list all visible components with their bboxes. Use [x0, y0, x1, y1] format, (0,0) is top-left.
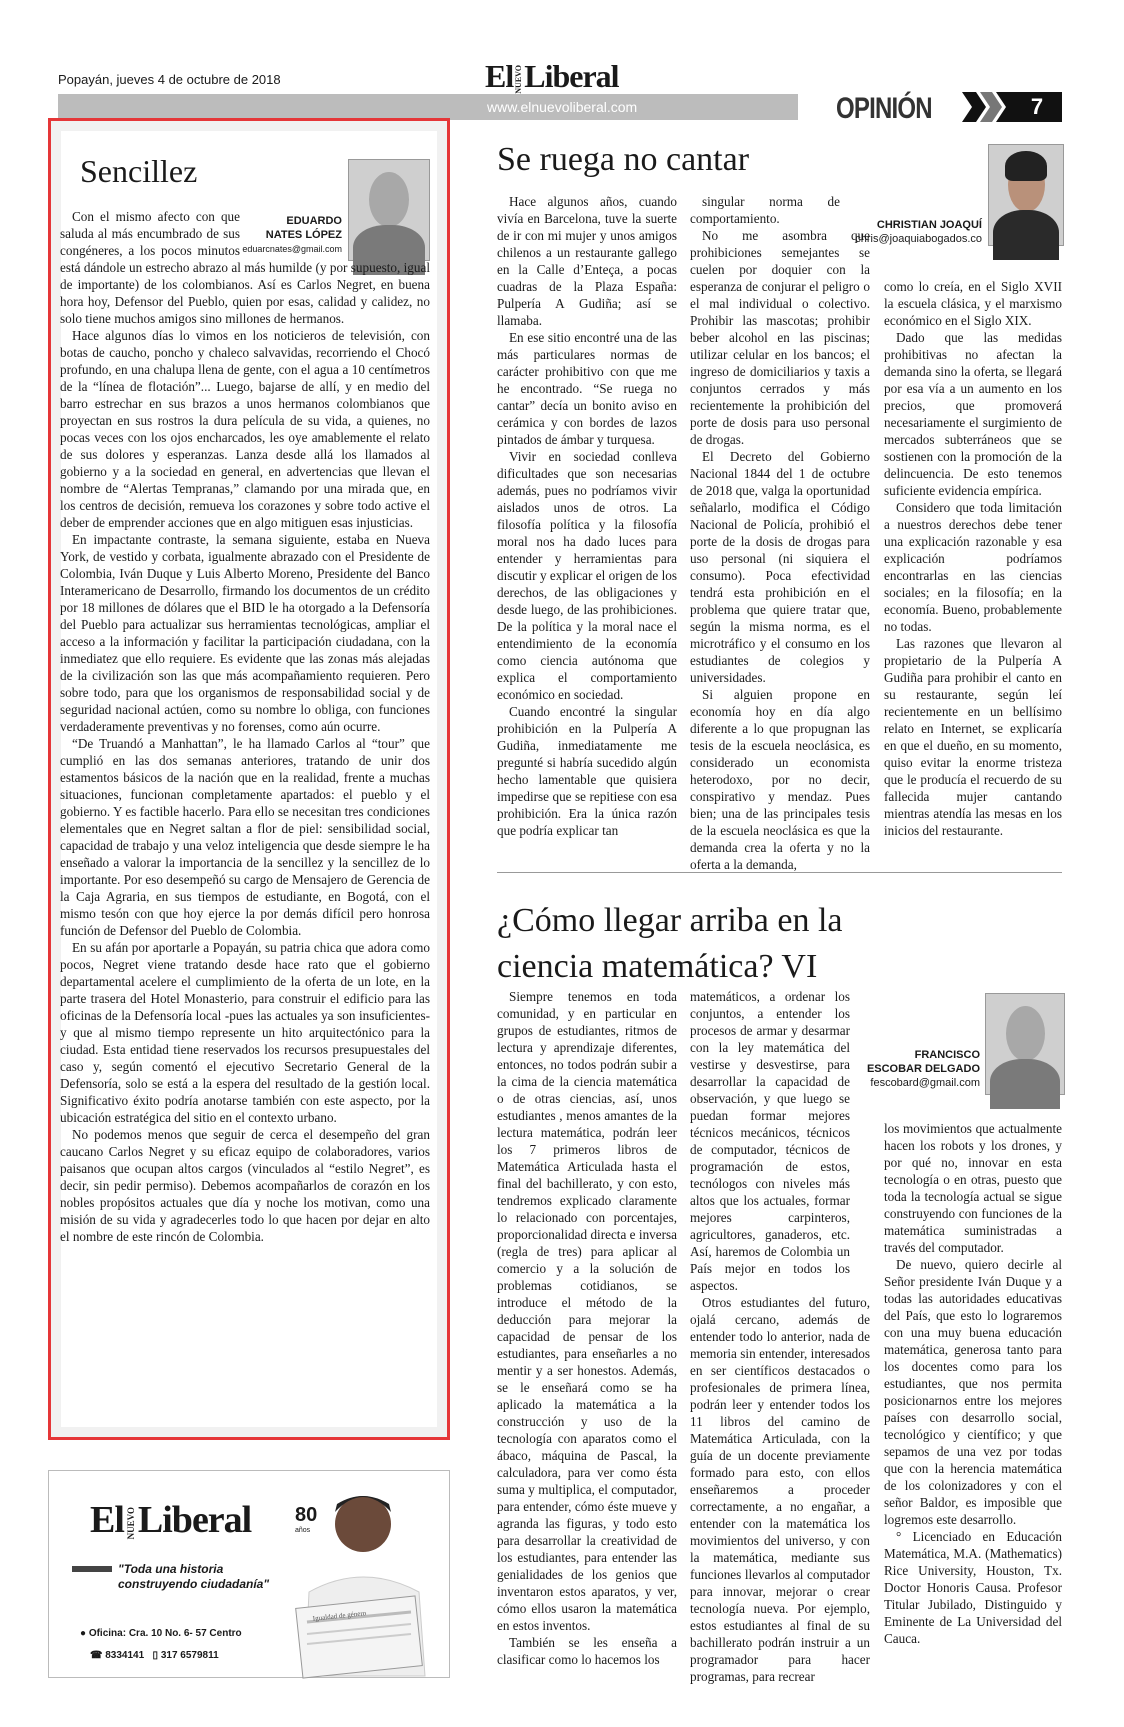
phone-icon: ☎ — [90, 1650, 103, 1661]
paragraph: Otros estudiantes del futuro, ojalá cercano, además de entender todo lo anterior, nada de memoria sin entender, interesados en ser científicos destacados o profesionales de primera línea, podrán leer y entender todos los 11 libros del camino de Matemática Articulada, con la guía de un docente previamente formado para esto, con ellos enseñaremos a proceder correctamente, a no engañar, a entender con la matemática los movimientos del universo, y con la matemática, mediante sus funciones llevarlos al computador para innovar, mejorar o crear tecnología nueva. Por ejemplo, estos estudiantes al final de su bachillerato podrán instruir a un programador para hacer programas, para recrear — [690, 1295, 870, 1684]
article-column — [690, 988, 870, 1684]
paragraph: Con el mismo afecto con que saluda al más encumbrado de sus congéneres, a los pocos minutos está dándole un estrecho abrazo al más humilde (y por supuesto, igual de importante) de los colombianos. Así es Carlos Negret, en buena hora hoy, Defensor del Pueblo, quien por esas, calidad y calidez, no solo tiene muchos amigos sino millones de hermanos. — [60, 209, 430, 326]
paragraph: como lo creía, en el Siglo XVII la escuela clásica, y el marxismo económico en el Siglo XIX. — [884, 279, 1062, 328]
quote-bar — [72, 1566, 112, 1572]
article-column — [497, 193, 677, 853]
mobile-icon: ▯ — [152, 1650, 159, 1661]
paragraph: Cuando encontré la singular prohibición en la Pulpería A Gudiña, inmediatamente me pregunté si habría sucedido algún hecho lamentable que quisiera impedirse que se repitiese con esa prohibición. Era la única razón que podría explicar tan — [497, 704, 677, 838]
article-title-se-ruega: Se ruega no cantar — [497, 141, 750, 178]
author-email[interactable]: chris@joaquiabogados.co — [855, 233, 982, 245]
paragraph: Siempre tenemos en toda comunidad, y en particular en grupos de estudiantes, ritmos de lectura y aprendizaje diferentes, entonces, no todos podrán subir a la cima de la ciencia matemática o de otras ciencias, así, unos estudiantes , menos amantes de la lectura matemática, podrán leer los 7 primeros libros de Matemática Articulada hasta el final del bachillerato, y con esto, tendremos explicado claramente lo relacionado con porcentajes, proporcionalidad directa e inversa (regla de tres) para aplicar al comercio y a la solución de problemas cotidianos, se introduce el método de la deducción para mejorar la capacidad de pensar de los estudiantes, para enseñarles a no mentir y a ser honestos. Además, se le enseñará como se ha aplicado la matemática a la construcción y uso de la tecnología con aparatos como el ábaco, máquina de Pascal, la calculadora, para ver como ésta suma y multiplica, el computador, para entender, cómo éste mueve y agranda las figuras, y todo esto para desarrollar la creatividad de los estudiantes, para entender las genialidades de los genios que inventaron estos aparatos, y ver, cómo ellos usaron la matemática en estos inventos. — [497, 989, 677, 1633]
newspaper-headline: Igualdad de género — [312, 1609, 367, 1623]
paragraph: Hace algunos años, cuando vivía en Barcelona, tuve la suerte de ir con mi mujer y unos amigos chilenos a un restaurante gallego en la Calle d’Enteça, a pocas cuadras de la Plaza España: Pulpería A Gudiña; así se llamaba. — [497, 194, 677, 328]
anniversary-number: 80 — [295, 1504, 318, 1526]
author-name: CHRISTIAN JOAQUÍ — [876, 219, 982, 231]
article-body-sencillez — [60, 208, 430, 1433]
logo-nuevo: NUEVO — [125, 1507, 136, 1540]
ad-phones — [90, 1650, 219, 1661]
ad-logo — [90, 1498, 251, 1542]
paragraph: En impactante contraste, la semana siguiente, estaba en Nueva York, de vestido y corbata, igualmente abrazado con el Presidente de Colombia, Iván Duque y Luis Alberto Moreno, Presidente del Banco Interamericano de Desarrollo, firmando los documentos de un crédito por 18 millones de dólares que el BID le ha otorgado a la Defensoría del Pueblo para actualizar sus herramientas tecnológicas, ampliar el acceso a la información y facilitar la participación ciudadana, con la inmediatez que ello requiere. Es evidente que las zonas más alejadas de la civilización son las que más acompañamiento requieren. Pero sobre todo, para que los organismos de responsabilidad social y de seguridad nacional actúen, como su nombre lo obliga, con funciones verdaderamente preventivas y no forenses, como aún ocurre. — [60, 532, 430, 734]
paragraph: También se les enseña a clasificar como lo hacemos los — [497, 1635, 677, 1667]
author-email[interactable]: fescobard@gmail.com — [870, 1077, 980, 1089]
website-url[interactable]: www.elnuevoliberal.com — [487, 99, 638, 115]
author-photo — [985, 993, 1065, 1095]
article-title-matematica: ¿Cómo llegar arriba en la ciencia matemática? VI — [497, 902, 843, 985]
anniversary-label: años — [295, 1527, 311, 1534]
logo-el: El — [485, 58, 514, 94]
page-number: 7 — [1012, 92, 1062, 122]
logo-el: El — [90, 1499, 124, 1541]
paragraph: Hace algunos días lo vimos en los noticieros de televisión, con botas de caucho, poncho y chaleco salvavidas, recorriendo el Chocó profundo, en una chalupa llena de gente, con el agua a 10 centímetros de la “línea de flotación”... Luego, bajarse de allí, y en medio del barro estrechar en sus brazos a unos hermanos colombianos que proyectan en sus rostros la dura película de su vida, a quienes, no pocas veces con los ojos encharcados, les oye amablemente el relato de sus dolores y esperanzas. Lanza desde allá los llamados al gobierno y a la sociedad en general, en advertencias que llevan el nombre de “Alertas Tempranas,” clamando por una mirada que, en los centros de decisión, remueva los corazones y sobre todo active el deber de emprender acciones que en algo mitiguen esas injusticias. — [60, 328, 430, 530]
paragraph: En ese sitio encontré una de las más particulares normas de carácter prohibitivo con que me he encontrado. “Se ruega no cantar” decía un bonito aviso en cerámica y con bordes de lazos pintados de ámbar y turquesa. — [497, 330, 677, 447]
ad-office — [80, 1628, 242, 1639]
author-email[interactable]: eduarcnates@gmail.com — [242, 244, 342, 254]
paragraph: Vivir en sociedad conlleva dificultades que son necesarias además, pues no podríamos vivir aislados unos de otros. La filosofía política y la filosofía moral nos ha dado luces para entender y herramientas para discutir y explicar el origen de los derechos, de las obligaciones y desde luego, de las prohibiciones. De la política y la moral nace el entendimiento de la economía como ciencia autónoma que explica el comportamiento económico en sociedad. — [497, 449, 677, 702]
paragraph: “De Truandó a Manhattan”, le ha llamado Carlos al “tour” que cumplió en las dos semanas anteriores, tratando de unir dos estamentos básicos de la nación que en la realidad, frente a muchas situaciones, funcionan completamente apartados: el pueblo y el gobierno. Y es factible hacerlo. Para ello se necesitan tres condiciones elementales que en Negret saltan a flor de piel: sensibilidad social, capacidad de trabajo y una veloz inteligencia que desde siempre le ha enseñado a valorar la importancia de la sencillez y la sencillez de lo importante. Por eso desempeñó su cargo de Mensajero de Gerencia de la Caja Agraria, en sus tiempos de estudiante, en Bogotá, con el mismo tesón con que hoy ejerce la por demás difícil pero honrosa función de Defensor del Pueblo de Colombia. — [60, 736, 430, 938]
header-bar — [58, 94, 798, 120]
paragraph: En su afán por aportarle a Popayán, su patria chica que adora como pocos, Negret viene tratando desde hace rato que el gobierno departamental acelere el cumplimiento de la oferta de un lote, en la parte trasera del Hotel Monasterio, para construir el edificio para las oficinas de la Defensoría local -pues las actuales ya son insuficientes- y que al mismo tiempo represente un hito arquitectónico para la ciudad. Esta entidad tiene reservados los recursos presupuestales del caso y, según comentó el ejecutivo Secretario General de la Defensoría, solo se está a la espera del resultado de la gestión local. Significativo éxito podría anotarse también con este aspecto, por la ubicación estratégica del sitio en el contexto urbano. — [60, 940, 430, 1125]
logo-nuevo: NUEVO — [514, 65, 524, 95]
article-title-sencillez: Sencillez — [80, 153, 198, 189]
man-reading-newspaper-image — [285, 1482, 445, 1676]
mobile-number[interactable]: 317 6579811 — [160, 1650, 219, 1661]
article-column — [690, 193, 870, 872]
author-photo — [988, 144, 1064, 246]
section-divider — [497, 872, 1062, 873]
paragraph: No podemos menos que seguir de cerca el desempeño del gran caucano Carlos Negret y su eficaz equipo de colaboradores, varios paisanos que ocupan altos cargos (vinculados al “estilo Negret”, es decir, sin pedir permiso). Debemos acompañarlos de corazón en los nobles propósitos actuales que día y noche los motivan, como una misión de su vida y agradecerles todo lo que hacen por dejar en alto el nombre de este rincón de Colombia. — [60, 1127, 430, 1244]
paragraph: ° Licenciado en Educación Matemática, M.A. (Mathematics) Rice University, Houston, Tx. Doctor Honoris Causa. Profesor Titular Jubilado, Distinguido y Eminente de La Universidad del Cauca. — [884, 1529, 1062, 1646]
office-address: Oficina: Cra. 10 No. 6- 57 Centro — [88, 1628, 242, 1639]
section-title: OPINIÓN — [836, 92, 932, 125]
phone-number[interactable]: 8334141 — [105, 1650, 145, 1661]
paragraph: singular norma de comportamiento. — [690, 194, 840, 226]
paragraph: El Decreto del Gobierno Nacional 1844 del 1 de octubre de 2018 que, valga la oportunidad señalarlo, modifica el Código Nacional de Policía, prohibió el porte de la dosis de drogas para uso personal (ni siquiera el consumo). Poca efectividad tendrá esta prohibición en el problema que quiere tratar que, según la misma norma, es el microtráfico y el consumo en los estudiantes de colegios y universidades. — [690, 449, 870, 685]
paragraph: los movimientos que actualmente hacen los robots y los drones, y por qué no, innovar en esta tecnología o en otras, puesto que toda la tecnología actual se sigue construyendo con funciones de la matemática suministradas a través del computador. — [884, 1121, 1062, 1255]
chevron-decoration-icon — [962, 92, 1012, 122]
logo-liberal: Liberal — [137, 1499, 252, 1541]
author-name: FRANCISCO ESCOBAR DELGADO — [866, 1049, 980, 1075]
author-byline — [852, 1048, 980, 1090]
paragraph: Dado que las medidas prohibitivas no afectan la demanda sino la oferta, se llegará por esa vía a un aumento en los precios, que promoverá necesariamente el surgimiento de mercados subterráneos que se sostienen con la promoción de la delincuencia. De esto tenemos suficiente evidencia empírica. — [884, 330, 1062, 498]
paragraph: No me asombra que prohibiciones semejantes se cuelen por doquier con la esperanza de conjurar el peligro o el mal individual o colectivo. Prohibir las mascotas; prohibir beber alcohol en las piscinas; utilizar celular en los bancos; el ingreso de domiciliarios y taxis a conjuntos cerrados y más recientemente la prohibición del porte de dosis para uso personal de drogas. — [690, 228, 870, 447]
ad-slogan: "Toda una historia construyendo ciudadanía" — [118, 1562, 270, 1591]
logo-liberal: Liberal — [524, 58, 619, 94]
article-column — [884, 1120, 1062, 1680]
article-column — [884, 278, 1062, 853]
paragraph: Las razones que llevaron al propietario de la Pulpería A Gudiña para prohibir el canto en su restaurante, según leí recientemente en un bellísimo relato en Internet, se explicaría en que el dueño, en su momento, quiso evitar la enorme tristeza que le producía el recuerdo de su fallecida mujer cantando mientras atendía las mesas en los inicios del restaurante. — [884, 636, 1062, 838]
location-pin-icon: ● — [80, 1628, 87, 1639]
author-name: EDUARDO NATES LÓPEZ — [265, 215, 342, 241]
masthead-logo[interactable] — [485, 58, 619, 95]
paragraph: Considero que toda limitación a nuestros derechos debe tener una explicación razonable y esa explicación podríamos encontrarlas en las ciencias sociales; en la filosofía; en la economía. Bueno, probablemente no todas. — [884, 500, 1062, 634]
article-column — [497, 988, 677, 1678]
paragraph: Si alguien propone en economía hoy en día algo diferente a lo que propugnan las tesis de la escuela neoclásica, es considerado un economista heterodoxo, por no decir, conspirativo y mendaz. Pues bien; una de las principales tesis de la escuela neoclásica es que la demanda crea la oferta y no la oferta a la demanda, — [690, 687, 870, 872]
paragraph: matemáticos, a ordenar los conjuntos, a entender los procesos de armar y desarmar con la ley matemática del vestirse y desvestirse, para desarrollar la capacidad de observación, y que luego se puedan formar mejores técnicos mecánicos, técnicos de computador, técnicos de programación de estos, tecnólogos con niveles más altos que los actuales, formar mejores carpinteros, agricultores, ganaderos, etc. Así, haremos de Colombia un País mejor en todos los aspectos. — [690, 989, 850, 1293]
issue-date: Popayán, jueves 4 de octubre de 2018 — [58, 72, 281, 87]
paragraph: De nuevo, quiero decirle al Señor presidente Iván Duque y a todas las autoridades educativas del País, que esto lo lograremos con una muy buena educación matemática, generosa tanto para los docentes como para los estudiantes, que nos permita posicionarnos entre los mejores países con desarrollo social, tecnológico y científico; y que sepamos de una vez por todas que con la herencia matemática de los colonizadores y con el señor Baldor, es imposible que logremos este desarrollo. — [884, 1257, 1062, 1527]
